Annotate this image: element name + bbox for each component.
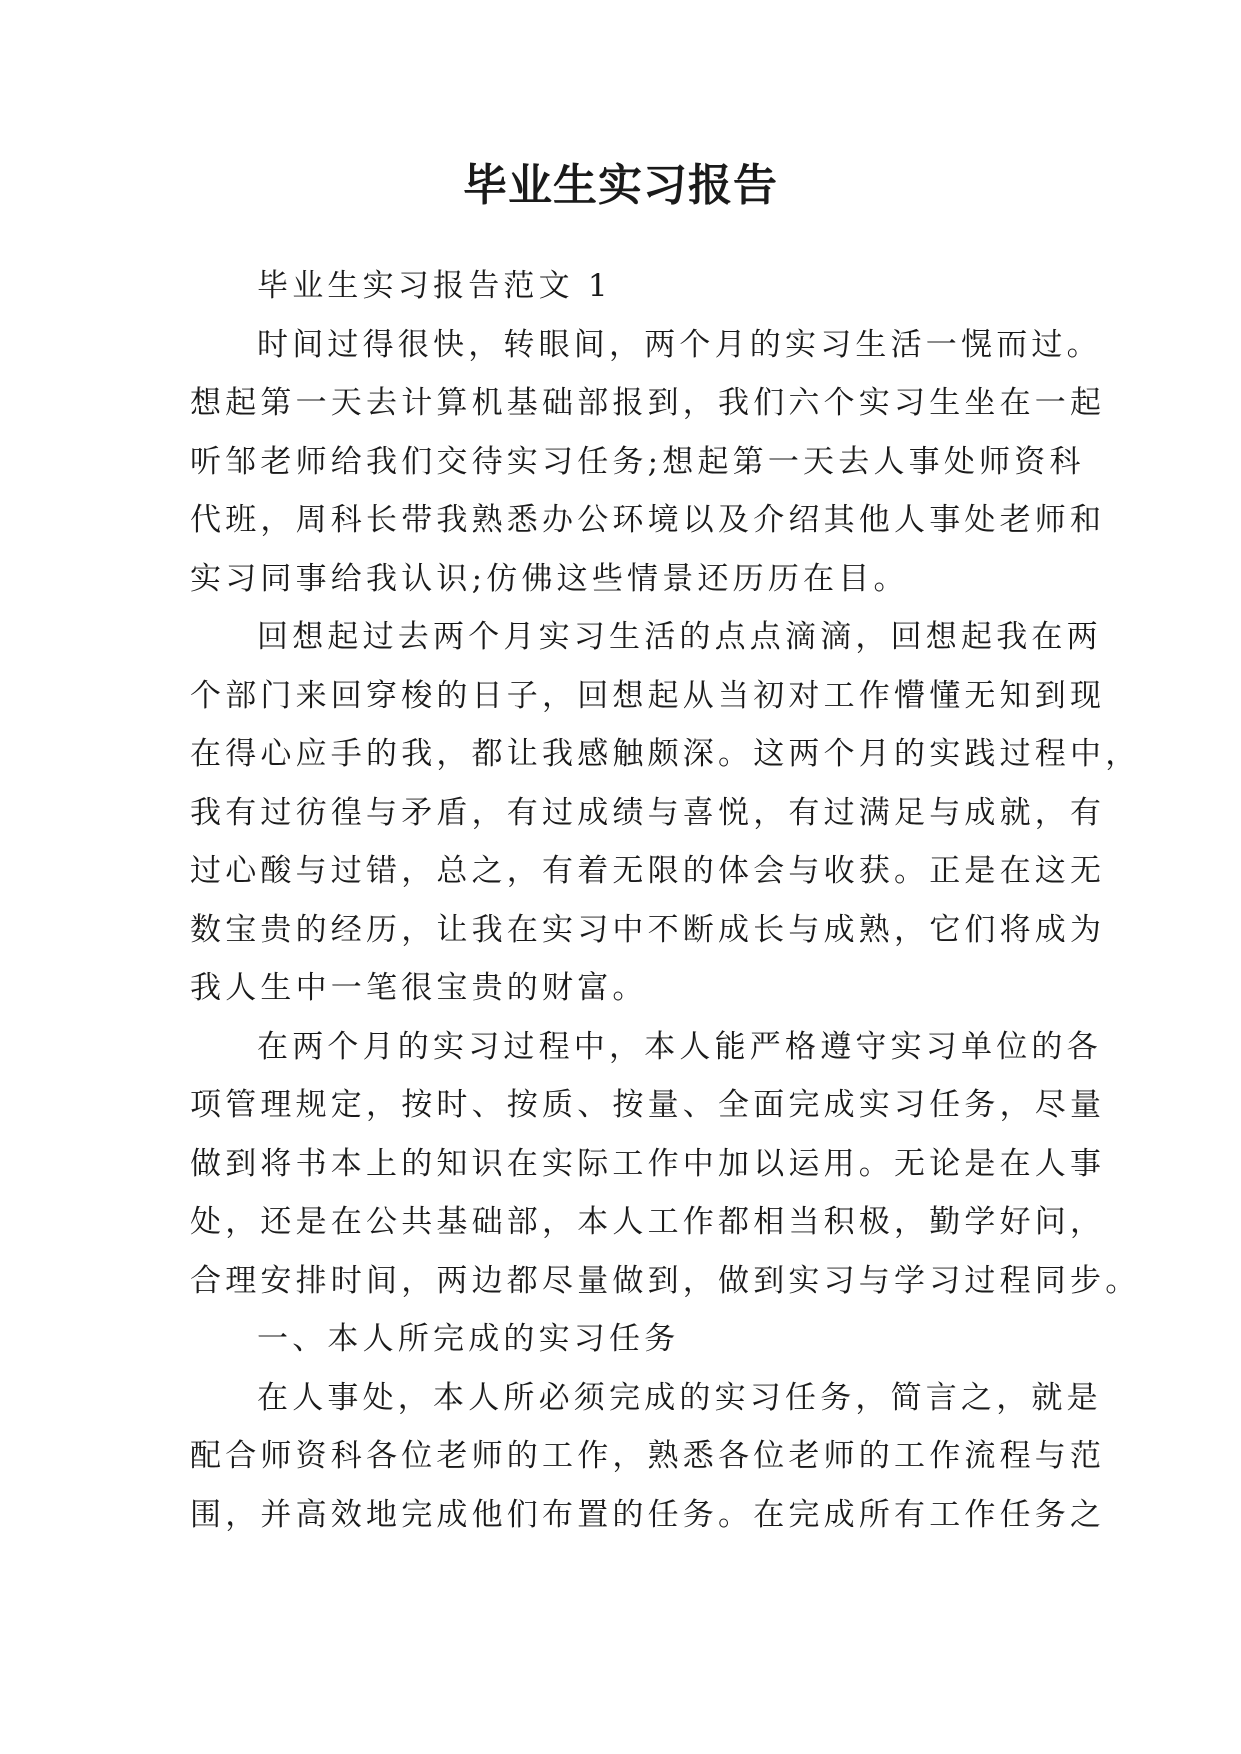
body-line: 合理安排时间，两边都尽量做到，做到实习与学习过程同步。 [190,1262,1141,1299]
body-line: 想起第一天去计算机基础部报到，我们六个实习生坐在一起 [190,385,1106,421]
body-line: 代班，周科长带我熟悉办公环境以及介绍其他人事处老师和 [190,502,1106,538]
body-line: 围，并高效地完成他们布置的任务。在完成所有工作任务之 [190,1496,1106,1533]
document-body [190,257,1141,1544]
body-line: 一、本人所完成的实习任务 [257,1321,680,1357]
body-line: 时间过得很快，转眼间，两个月的实习生活一愰而过。 [257,326,1102,363]
body-line: 过心酸与过错，总之，有着无限的体会与收获。正是在这无 [190,853,1106,889]
body-line: 毕业生实习报告范文 1 [257,268,612,304]
body-line: 做到将书本上的知识在实际工作中加以运用。无论是在人事 [190,1145,1106,1182]
document-title: 毕业生实习报告 [463,160,778,211]
body-line: 我人生中一笔很宝贵的财富。 [190,970,648,1006]
body-line: 数宝贵的经历，让我在实习中不断成长与成熟，它们将成为 [190,911,1106,948]
body-line: 在两个月的实习过程中，本人能严格遵守实习单位的各 [257,1028,1102,1065]
body-line: 个部门来回穿梭的日子，回想起从当初对工作懵懂无知到现 [190,677,1106,714]
body-line: 处，还是在公共基础部，本人工作都相当积极，勤学好问， [190,1204,1106,1240]
body-line: 我有过彷徨与矛盾，有过成绩与喜悦，有过满足与成就，有 [190,794,1106,831]
body-line: 在得心应手的我，都让我感触颇深。这两个月的实践过程中， [190,736,1141,772]
body-line: 听邹老师给我们交待实习任务;想起第一天去人事处师资科 [190,443,1085,480]
body-line: 回想起过去两个月实习生活的点点滴滴，回想起我在两 [257,619,1102,655]
body-line: 项管理规定，按时、按质、按量、全面完成实习任务，尽量 [190,1087,1106,1123]
body-line: 配合师资科各位老师的工作，熟悉各位老师的工作流程与范 [190,1438,1106,1474]
body-line: 在人事处，本人所必须完成的实习任务，简言之，就是 [257,1379,1102,1416]
body-line: 实习同事给我认识;仿佛这些情景还历历在目。 [190,560,909,597]
